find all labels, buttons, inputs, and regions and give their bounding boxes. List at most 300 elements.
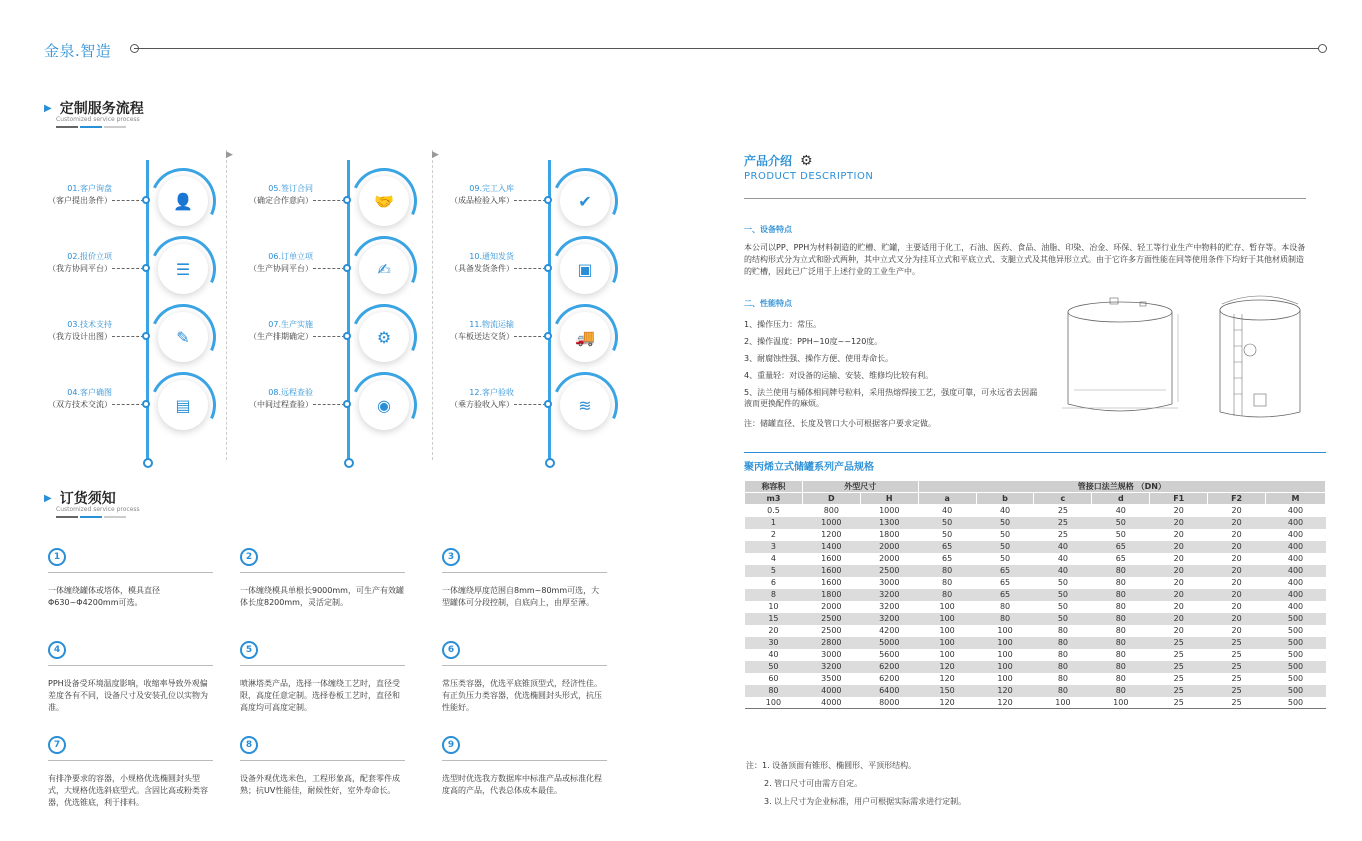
step-connector xyxy=(313,200,345,201)
table-cell: 50 xyxy=(1092,517,1150,529)
process-step xyxy=(211,170,411,230)
note-divider xyxy=(48,665,213,666)
step-description: （确定合作意向） xyxy=(249,196,313,205)
note-text: PPH设备受环境温度影响，收缩率导致外观偏差度各有不同，设备尺寸及安装孔位以实物为准。 xyxy=(48,679,208,712)
table-cell: 40 xyxy=(768,650,779,659)
table-cell: 50 xyxy=(942,530,953,539)
table-cell: 100 xyxy=(918,637,976,649)
user-icon: 👤 xyxy=(158,176,208,226)
table-cell: 2000 xyxy=(821,602,842,611)
table-cell: 80 xyxy=(1092,565,1150,577)
note-number-badge: 4 xyxy=(48,641,66,659)
table-cell: 2000 xyxy=(879,554,900,563)
table-body xyxy=(745,505,1326,709)
process-step xyxy=(10,306,210,366)
header-col: M xyxy=(1266,493,1326,505)
table-cell: 20 xyxy=(1208,589,1266,601)
table-cell: 500 xyxy=(1287,626,1304,635)
table-cell: 20 xyxy=(1150,517,1208,529)
table-cell: 3000 xyxy=(821,650,842,659)
header-col: a xyxy=(918,493,976,505)
table-cell: 80 xyxy=(1092,685,1150,697)
table-cell: 2 xyxy=(770,530,776,539)
table-cell: 6200 xyxy=(860,661,918,673)
header-outer-size: 外型尺寸 xyxy=(802,481,918,493)
step-description: （双方技术交流） xyxy=(48,400,112,409)
table-cell: 8 xyxy=(745,589,803,601)
table-title: 聚丙烯立式储罐系列产品规格 xyxy=(744,462,874,473)
note-divider xyxy=(442,572,607,573)
table-cell: 15 xyxy=(745,613,803,625)
table-cell: 3200 xyxy=(860,589,918,601)
order-note xyxy=(48,641,213,714)
table-row xyxy=(745,673,1326,685)
table-cell: 500 xyxy=(1266,661,1326,673)
table-cell: 40 xyxy=(999,506,1011,516)
process-step xyxy=(412,306,612,366)
note-divider xyxy=(48,572,213,573)
brand-logo-text: 金泉.智造 xyxy=(44,42,112,60)
product-section-title xyxy=(744,152,813,169)
table-cell: 25 xyxy=(1034,517,1092,529)
table-cell: 500 xyxy=(1266,637,1326,649)
table-cell: 50 xyxy=(1034,589,1092,601)
note-divider xyxy=(442,665,607,666)
table-cell: 3200 xyxy=(802,661,860,673)
table-cell: 25 xyxy=(1150,685,1208,697)
table-cell: 20 xyxy=(1173,506,1184,516)
process-step xyxy=(412,170,612,230)
table-cell: 1800 xyxy=(802,589,860,601)
table-cell: 80 xyxy=(1034,685,1092,697)
table-cell: 80 xyxy=(1034,637,1092,649)
table-cell: 80 xyxy=(942,578,953,587)
table-cell: 40 xyxy=(1034,565,1092,577)
table-cell: 25 xyxy=(1231,650,1242,659)
step-connector xyxy=(112,404,144,405)
features-paragraph: 本公司以PP、PPH为材料制造的贮槽、贮罐，主要适用于化工，石油、医药、食品、油脂、印染、冶金、环保、轻工等行业生产中物料的贮存、暂存等。本设备的结构形式分为立式和卧式两种，其中立式又分为挂耳立式和平底立式、支腿立式及其他异形立式。由于它许多方面性能在同等使用条件下均好于其他材质制造的贮槽，因此已广泛用于上述行业的工业生产中。 xyxy=(744,243,1306,276)
gear-icon: ⚙ xyxy=(800,152,813,169)
table-cell: 25 xyxy=(1150,637,1208,649)
table-row xyxy=(745,589,1326,601)
table-cell: 25 xyxy=(1150,661,1208,673)
table-cell: 1 xyxy=(745,517,803,529)
table-cell: 120 xyxy=(976,697,1034,709)
table-cell: 400 xyxy=(1287,530,1304,539)
triangle-bullet-icon: ▶ xyxy=(44,492,52,504)
table-cell: 25 xyxy=(1173,674,1184,683)
table-cell: 500 xyxy=(1266,685,1326,697)
table-cell: 120 xyxy=(976,685,1034,697)
note-text: 一体缠绕厚度范围自8mm~80mm可选，大型罐体可分段控制，自底向上，由厚至薄。 xyxy=(442,586,600,607)
table-cell: 65 xyxy=(976,565,1034,577)
note-number-badge: 5 xyxy=(240,641,258,659)
process-section-title xyxy=(44,98,144,118)
note-number-badge: 6 xyxy=(442,641,460,659)
table-cell: 100 xyxy=(939,650,955,659)
table-cell: 5600 xyxy=(879,650,900,659)
table-cell: 1800 xyxy=(879,530,900,539)
step-number: 06.订单立项 xyxy=(268,252,313,261)
table-cell: 100 xyxy=(918,613,976,625)
table-cell: 1600 xyxy=(802,565,860,577)
step-description: （具备发货条件） xyxy=(450,264,514,273)
table-cell: 500 xyxy=(1266,697,1326,709)
horizontal-tank-drawing xyxy=(1060,292,1184,420)
table-cell: 3 xyxy=(745,541,803,553)
table-row xyxy=(745,505,1326,517)
table-cell: 25 xyxy=(1057,506,1069,516)
table-cell: 400 xyxy=(1287,578,1304,587)
product-subtitle: PRODUCT DESCRIPTION xyxy=(744,171,874,182)
table-row xyxy=(745,601,1326,613)
table-cell: 20 xyxy=(1150,613,1208,625)
vertical-tank-drawing xyxy=(1212,290,1308,424)
table-cell: 1600 xyxy=(821,578,842,587)
table-cell: 120 xyxy=(918,661,976,673)
table-cell: 80 xyxy=(1115,602,1126,611)
table-cell: 65 xyxy=(942,554,953,563)
table-cell: 500 xyxy=(1287,650,1304,659)
step-connector xyxy=(514,268,546,269)
table-cell: 1200 xyxy=(821,530,842,539)
process-title: 定制服务流程 xyxy=(59,101,144,117)
table-row xyxy=(745,565,1326,577)
spec-table xyxy=(744,480,1326,709)
step-number: 07.生产实施 xyxy=(268,320,313,329)
order-subtitle: Customized service process xyxy=(56,506,140,513)
note-number-badge: 2 xyxy=(240,548,258,566)
flow-arrow-icon: ▶ xyxy=(226,150,233,160)
process-subtitle: Customized service process xyxy=(56,116,140,123)
step-connector xyxy=(112,268,144,269)
table-cell: 80 xyxy=(1092,613,1150,625)
note-number-badge: 9 xyxy=(442,736,460,754)
order-note xyxy=(442,736,607,797)
table-row xyxy=(745,529,1326,541)
table-top-rule xyxy=(744,452,1326,453)
table-cell: 2500 xyxy=(802,613,860,625)
table-header-row xyxy=(745,481,1326,493)
table-cell: 25 xyxy=(1173,650,1184,659)
step-connector xyxy=(514,404,546,405)
table-cell: 3200 xyxy=(879,602,900,611)
table-cell: 60 xyxy=(768,674,779,683)
table-cell: 400 xyxy=(1287,602,1304,611)
gears-icon: ⚙ xyxy=(359,312,409,362)
step-number: 11.物流运输 xyxy=(469,320,514,329)
performance-heading: 二、性能特点 xyxy=(744,299,792,308)
table-cell: 3500 xyxy=(821,674,842,683)
note-divider xyxy=(240,572,405,573)
table-cell: 50 xyxy=(999,530,1011,539)
performance-item: 5、法兰使用与桶体相同牌号粒料，采用热熔焊接工艺，强度可靠，可永远省去因漏液而更换配件的麻烦。 xyxy=(744,388,1038,408)
step-connector xyxy=(112,200,144,201)
note-text: 喷淋塔类产品，选择一体缠绕工艺时，直径受限，高度任意定制。选择卷板工艺时，直径和高度均可高度定制。 xyxy=(240,679,400,712)
document-icon: ▤ xyxy=(158,380,208,430)
table-cell: 100 xyxy=(976,661,1034,673)
table-cell: 2500 xyxy=(860,565,918,577)
step-description: （我方设计出图） xyxy=(48,332,112,341)
order-note xyxy=(48,548,213,609)
order-note xyxy=(442,548,607,609)
step-description: （乘方验收入库） xyxy=(450,400,514,409)
performance-item: 注：储罐直径、长度及管口大小可根据客户要求定做。 xyxy=(744,419,936,428)
table-cell: 20 xyxy=(1173,602,1184,611)
note-number-badge: 8 xyxy=(240,736,258,754)
table-cell: 4 xyxy=(770,554,776,563)
table-cell: 6400 xyxy=(860,685,918,697)
table-cell: 40 xyxy=(942,506,953,516)
step-number: 03.技术支持 xyxy=(67,320,112,329)
header-col: F1 xyxy=(1150,493,1208,505)
header-col: F2 xyxy=(1208,493,1266,505)
table-cell: 50 xyxy=(1115,530,1126,539)
table-cell: 20 xyxy=(1150,565,1208,577)
header-rule xyxy=(134,48,1322,49)
note-number-badge: 1 xyxy=(48,548,66,566)
table-cell: 100 xyxy=(976,637,1034,649)
check-icon: ✔ xyxy=(560,176,610,226)
table-cell: 65 xyxy=(1092,541,1150,553)
order-underline-gray xyxy=(104,516,126,518)
step-description: （车板送达交货） xyxy=(450,332,514,341)
table-cell: 150 xyxy=(918,685,976,697)
table-cell: 25 xyxy=(1231,674,1242,683)
table-cell: 400 xyxy=(1287,554,1304,563)
table-cell: 1400 xyxy=(802,541,860,553)
table-cell: 20 xyxy=(1173,578,1184,587)
table-cell: 80 xyxy=(1092,589,1150,601)
note-text: 一体缠绕模具单根长9000mm，可生产有效罐体长度8200mm，灵活定制。 xyxy=(240,586,404,607)
table-cell: 6200 xyxy=(879,674,900,683)
handshake-icon: 🤝 xyxy=(359,176,409,226)
table-cell: 20 xyxy=(1173,626,1184,635)
table-cell: 100 xyxy=(745,697,803,709)
note-divider xyxy=(240,760,405,761)
step-description: （成品检验入库） xyxy=(450,196,514,205)
table-cell: 1000 xyxy=(879,506,900,516)
table-cell: 100 xyxy=(1092,697,1150,709)
order-note xyxy=(48,736,213,809)
step-number: 01.客户询盘 xyxy=(67,184,112,193)
table-cell: 400 xyxy=(1266,517,1326,529)
step-description: （我方协同平台） xyxy=(48,264,112,273)
table-cell: 8000 xyxy=(860,697,918,709)
table-cell: 80 xyxy=(918,565,976,577)
note-text: 常压类容器，优选平底锥顶型式，经济性佳。有正负压力类容器，优选椭圆封头形式，抗压性能好。 xyxy=(442,679,602,712)
performance-item: 2、操作温度：PPH~10度~~120度。 xyxy=(744,337,883,346)
table-cell: 50 xyxy=(745,661,803,673)
table-cell: 500 xyxy=(1287,674,1304,683)
edit-icon: ✎ xyxy=(158,312,208,362)
table-row xyxy=(745,661,1326,673)
table-cell: 10 xyxy=(768,602,779,611)
table-cell: 5000 xyxy=(860,637,918,649)
table-row xyxy=(745,553,1326,565)
table-cell: 80 xyxy=(976,613,1034,625)
table-row xyxy=(745,577,1326,589)
table-cell: 65 xyxy=(918,541,976,553)
step-connector xyxy=(313,268,345,269)
performance-item: 1、操作压力：常压。 xyxy=(744,320,822,329)
table-cell: 50 xyxy=(1057,602,1069,611)
table-cell: 40 xyxy=(1115,506,1126,516)
table-row xyxy=(745,517,1326,529)
note-divider xyxy=(442,760,607,761)
step-number: 05.签订合同 xyxy=(268,184,313,193)
table-row xyxy=(745,697,1326,709)
table-cell: 80 xyxy=(1115,578,1126,587)
table-cell: 120 xyxy=(939,674,955,683)
header-capacity: 称容积 xyxy=(745,481,803,493)
table-cell: 50 xyxy=(976,541,1034,553)
table-cell: 20 xyxy=(1173,530,1184,539)
table-cell: 20 xyxy=(1208,541,1266,553)
table-cell: 100 xyxy=(1034,697,1092,709)
process-step xyxy=(10,374,210,434)
truck-icon: 🚚 xyxy=(560,312,610,362)
process-step xyxy=(412,374,612,434)
step-description: （生产协同平台） xyxy=(249,264,313,273)
process-step xyxy=(10,170,210,230)
process-step xyxy=(412,238,612,298)
header-line-end-dot xyxy=(1318,44,1327,53)
table-note: 2. 管口尺寸可由需方自定。 xyxy=(764,779,863,788)
table-cell: 100 xyxy=(939,602,955,611)
order-underline-blue xyxy=(80,516,102,518)
table-cell: 80 xyxy=(1034,661,1092,673)
table-cell: 2800 xyxy=(802,637,860,649)
table-cell: 30 xyxy=(745,637,803,649)
step-connector xyxy=(514,336,546,337)
table-cell: 40 xyxy=(1057,554,1069,563)
order-section-title xyxy=(44,488,116,508)
process-step xyxy=(10,238,210,298)
performance-item: 3、耐腐蚀性强、操作方便、使用寿命长。 xyxy=(744,354,894,363)
note-text: 选型时优选我方数据库中标准产品或标准化程度高的产品，代表总体成本最佳。 xyxy=(442,774,602,795)
table-cell: 40 xyxy=(1034,541,1092,553)
table-cell: 20 xyxy=(1231,506,1242,516)
product-title: 产品介绍 xyxy=(744,154,793,168)
header-pipe-spec: 管接口法兰规格 （DN） xyxy=(918,481,1325,493)
table-cell: 20 xyxy=(1150,589,1208,601)
table-cell: 80 xyxy=(918,589,976,601)
step-description: （客户提出条件） xyxy=(48,196,112,205)
table-cell: 5 xyxy=(745,565,803,577)
step-number: 09.完工入库 xyxy=(469,184,514,193)
performance-item: 4、重量轻：对设备的运输、安装、维修均比较有利。 xyxy=(744,371,934,380)
table-cell: 25 xyxy=(1208,685,1266,697)
flow-end-dot xyxy=(143,458,153,468)
table-cell: 800 xyxy=(823,506,839,516)
table-cell: 100 xyxy=(997,650,1013,659)
table-cell: 400 xyxy=(1266,541,1326,553)
table-cell: 65 xyxy=(1115,554,1126,563)
table-cell: 1000 xyxy=(802,517,860,529)
table-cell: 50 xyxy=(999,554,1011,563)
table-cell: 20 xyxy=(1208,613,1266,625)
table-cell: 4000 xyxy=(802,685,860,697)
table-cell: 20 xyxy=(768,626,779,635)
process-underline-blue xyxy=(80,126,102,128)
table-cell: 80 xyxy=(999,602,1011,611)
table-cell: 2500 xyxy=(821,626,842,635)
note-divider xyxy=(240,665,405,666)
table-row xyxy=(745,637,1326,649)
table-cell: 100 xyxy=(997,674,1013,683)
table-cell: 80 xyxy=(1115,674,1126,683)
table-cell: 400 xyxy=(1266,565,1326,577)
note-text: 一体缠绕罐体或塔体，模具直径Φ630~Φ4200mm可选。 xyxy=(48,586,160,607)
table-cell: 20 xyxy=(1231,626,1242,635)
table-cell: 1300 xyxy=(860,517,918,529)
table-cell: 4200 xyxy=(879,626,900,635)
table-cell: 4000 xyxy=(802,697,860,709)
table-cell: 50 xyxy=(918,517,976,529)
table-cell: 80 xyxy=(1057,674,1069,683)
table-row xyxy=(745,685,1326,697)
order-note xyxy=(442,641,607,714)
step-connector xyxy=(313,404,345,405)
table-cell: 20 xyxy=(1173,554,1184,563)
order-title: 订货须知 xyxy=(59,491,116,507)
table-cell: 20 xyxy=(1231,578,1242,587)
order-note xyxy=(240,548,405,609)
table-cell: 20 xyxy=(1208,517,1266,529)
table-cell: 25 xyxy=(1208,697,1266,709)
flow-arrow-icon: ▶ xyxy=(432,150,439,160)
step-description: （生产排期确定） xyxy=(249,332,313,341)
table-cell: 100 xyxy=(997,626,1013,635)
header-col: c xyxy=(1034,493,1092,505)
table-row xyxy=(745,541,1326,553)
table-cell: 20 xyxy=(1231,530,1242,539)
step-number: 02.报价立项 xyxy=(67,252,112,261)
table-cell: 400 xyxy=(1266,589,1326,601)
note-number-badge: 7 xyxy=(48,736,66,754)
table-cell: 80 xyxy=(1057,626,1069,635)
table-cell: 0.5 xyxy=(767,506,780,516)
flow-end-dot xyxy=(344,458,354,468)
order-underline-dark xyxy=(56,516,78,518)
step-connector xyxy=(313,336,345,337)
note-divider xyxy=(48,760,213,761)
table-cell: 20 xyxy=(1150,541,1208,553)
table-cell: 20 xyxy=(1231,554,1242,563)
table-cell: 80 xyxy=(1057,650,1069,659)
step-number: 08.远程查验 xyxy=(268,388,313,397)
table-cell: 65 xyxy=(976,589,1034,601)
step-number: 12.客户验收 xyxy=(469,388,514,397)
note-text: 设备外观优选米色，工程形象高，配套零件成熟；抗UV性能佳，耐候性好，室外寿命长。 xyxy=(240,774,400,795)
order-note xyxy=(240,736,405,797)
step-connector xyxy=(514,200,546,201)
table-cell: 1600 xyxy=(821,554,842,563)
order-note xyxy=(240,641,405,714)
note-text: 有排净要求的容器，小规格优选椭圆封头型式，大规格优选斜底型式。含固比高或粉类容器，优选锥底，利于排料。 xyxy=(48,774,208,807)
layers-icon: ≋ xyxy=(560,380,610,430)
table-cell: 3200 xyxy=(860,613,918,625)
table-cell: 50 xyxy=(1034,613,1092,625)
table-cell: 2000 xyxy=(860,541,918,553)
table-cell: 80 xyxy=(1092,637,1150,649)
features-heading: 一、设备特点 xyxy=(744,225,792,234)
step-connector xyxy=(112,336,144,337)
camera-icon: ◉ xyxy=(359,380,409,430)
step-number: 10.通知发货 xyxy=(469,252,514,261)
list-icon: ☰ xyxy=(158,244,208,294)
